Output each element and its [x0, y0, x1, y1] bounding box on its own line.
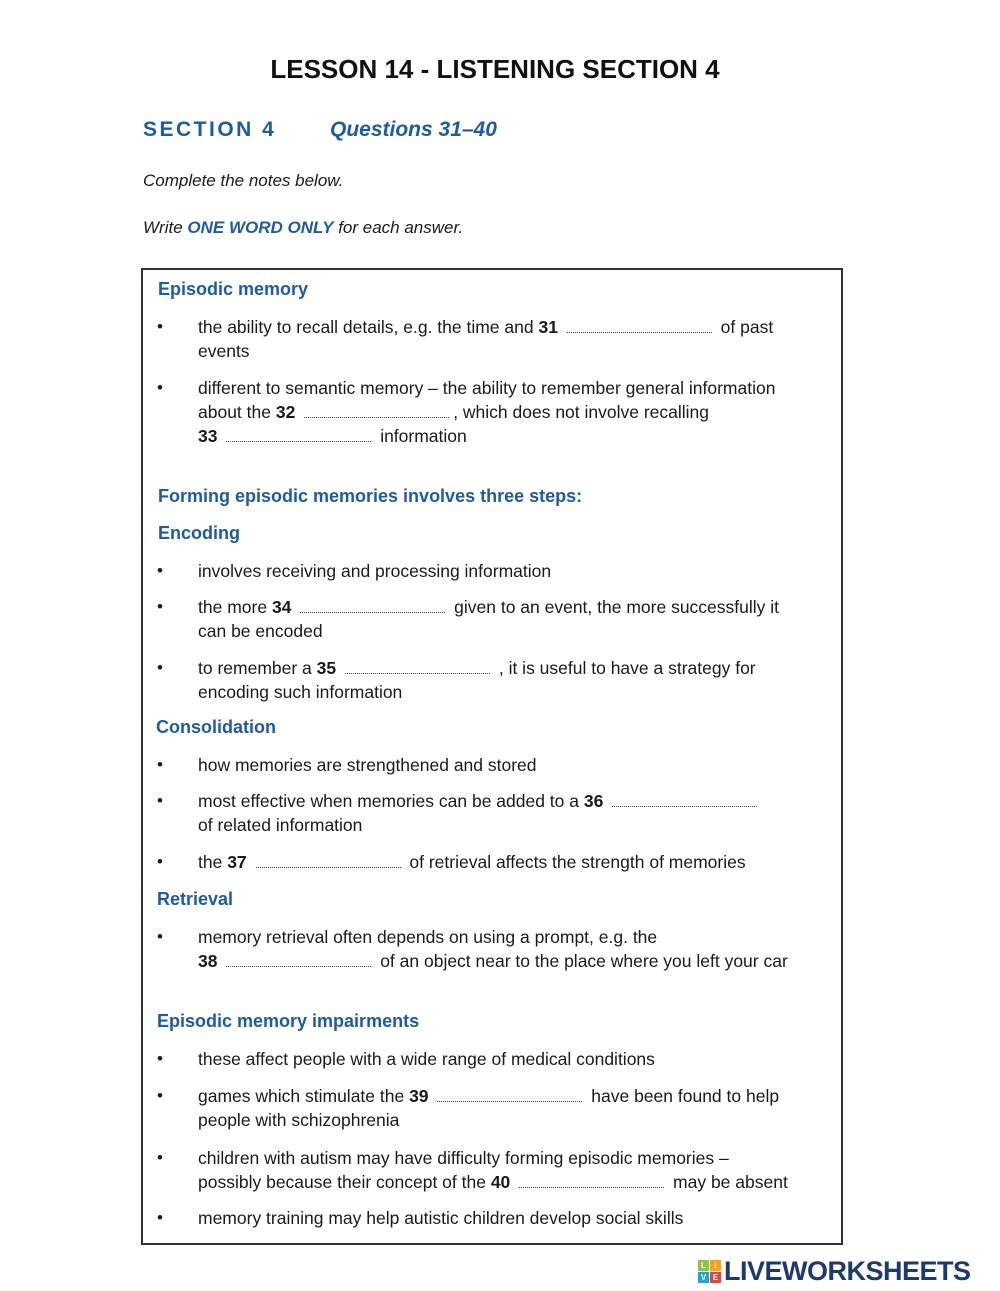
- note-text: , it is useful to have a strategy for: [493, 658, 756, 678]
- note-text: about the: [198, 402, 276, 422]
- question-number: 39: [409, 1086, 434, 1106]
- section-label: SECTION 4: [143, 118, 277, 141]
- note-line: [198, 1110, 399, 1131]
- note-text: people with schizophrenia: [198, 1110, 400, 1130]
- note-text: of past: [715, 317, 774, 337]
- note-line: [198, 561, 551, 582]
- note-line: [198, 621, 323, 642]
- note-text: the: [198, 852, 228, 872]
- instruction-emphasis: ONE WORD ONLY: [187, 218, 334, 237]
- bullet-icon: •: [157, 755, 163, 774]
- note-line: [198, 755, 537, 776]
- note-text: possibly because their concept of the: [198, 1172, 491, 1192]
- question-number: 33: [198, 426, 223, 446]
- note-line: [198, 682, 402, 703]
- bullet-icon: •: [157, 1049, 163, 1068]
- question-number: 35: [316, 658, 341, 678]
- bullet-icon: •: [157, 597, 163, 616]
- note-text: involves receiving and processing information: [198, 561, 552, 581]
- question-number: 34: [271, 597, 297, 617]
- bullet-icon: •: [157, 927, 163, 946]
- bullet-icon: •: [157, 561, 163, 580]
- logo-text: LIVEWORKSHEETS: [724, 1256, 971, 1286]
- bullet-icon: •: [157, 1208, 163, 1227]
- note-text: memory retrieval often depends on using a prompt, e.g. the: [198, 927, 658, 947]
- question-number: 40: [490, 1172, 516, 1192]
- note-text: information: [375, 426, 467, 446]
- note-line: [198, 815, 362, 836]
- note-text: encoding such information: [198, 682, 403, 702]
- instruction-word-limit: [143, 218, 463, 238]
- note-line: [198, 378, 775, 399]
- question-number: 37: [227, 852, 252, 872]
- note-line: [198, 927, 657, 948]
- note-text: , which does not involve recalling: [453, 402, 710, 422]
- instruction-text: Write: [143, 218, 188, 237]
- note-line: [198, 1049, 655, 1070]
- bullet-icon: •: [157, 791, 163, 810]
- answer-blank-34[interactable]: [300, 598, 445, 613]
- note-line: [198, 597, 779, 618]
- note-text: games which stimulate the: [198, 1086, 410, 1106]
- answer-blank-31[interactable]: [567, 318, 712, 333]
- note-text: events: [198, 341, 250, 361]
- note-line: [198, 1208, 683, 1229]
- answer-blank-32[interactable]: [304, 403, 449, 418]
- bullet-icon: •: [157, 378, 163, 397]
- instruction-complete: Complete the notes below.: [143, 171, 344, 190]
- note-line: [198, 1086, 779, 1107]
- liveworksheets-logo: [698, 1256, 971, 1287]
- page-title: LESSON 14 - LISTENING SECTION 4: [270, 54, 720, 84]
- note-text: of related information: [198, 815, 363, 835]
- notes-heading: Forming episodic memories involves three steps:: [158, 486, 583, 506]
- questions-label: Questions 31–40: [330, 118, 497, 141]
- bullet-icon: •: [157, 317, 163, 336]
- note-line: [198, 426, 467, 447]
- note-text: most effective when memories can be added to a: [198, 791, 584, 811]
- answer-blank-36[interactable]: [612, 792, 757, 807]
- note-line: [198, 402, 709, 423]
- note-text: given to an event, the more successfully it: [449, 597, 780, 617]
- logo-tile: V: [698, 1272, 709, 1283]
- note-text: the more: [198, 597, 272, 617]
- question-number: 36: [583, 791, 609, 811]
- notes-heading: Episodic memory: [158, 279, 309, 299]
- answer-blank-39[interactable]: [437, 1087, 582, 1102]
- answer-blank-35[interactable]: [345, 659, 490, 674]
- logo-tile: I: [710, 1260, 721, 1271]
- question-number: 31: [538, 317, 563, 337]
- question-number: 38: [198, 951, 223, 971]
- bullet-icon: •: [157, 1086, 163, 1105]
- note-text: of retrieval affects the strength of memories: [404, 852, 746, 872]
- note-line: [198, 791, 761, 812]
- note-text: different to semantic memory – the ability to remember general information: [198, 378, 776, 398]
- note-text: how memories are strengthened and stored: [198, 755, 537, 775]
- question-number: 32: [275, 402, 301, 422]
- note-text: can be encoded: [198, 621, 323, 641]
- answer-blank-38[interactable]: [226, 952, 371, 967]
- notes-heading: Retrieval: [157, 889, 234, 909]
- logo-tiles-icon: [698, 1260, 721, 1283]
- notes-heading: Consolidation: [156, 717, 276, 737]
- note-line: [198, 951, 788, 972]
- note-text: of an object near to the place where you left your car: [375, 951, 788, 971]
- note-line: [198, 1148, 729, 1169]
- note-line: [198, 658, 756, 679]
- answer-blank-33[interactable]: [226, 427, 371, 442]
- note-text: to remember a: [198, 658, 317, 678]
- answer-blank-40[interactable]: [519, 1173, 664, 1188]
- note-text: these affect people with a wide range of medical conditions: [198, 1049, 655, 1069]
- note-text: children with autism may have difficulty forming episodic memories –: [198, 1148, 729, 1168]
- logo-tile: E: [710, 1272, 721, 1283]
- note-text: have been found to help: [586, 1086, 780, 1106]
- bullet-icon: •: [157, 658, 163, 677]
- note-line: [198, 852, 746, 873]
- note-text: memory training may help autistic children develop social skills: [198, 1208, 684, 1228]
- notes-heading: Episodic memory impairments: [157, 1011, 420, 1031]
- notes-heading: Encoding: [158, 523, 240, 543]
- note-line: [198, 1172, 788, 1193]
- instruction-text: for each answer.: [333, 218, 464, 237]
- note-line: [198, 341, 250, 362]
- bullet-icon: •: [157, 852, 163, 871]
- note-line: [198, 317, 773, 338]
- logo-tile: L: [698, 1260, 709, 1271]
- bullet-icon: •: [157, 1148, 163, 1167]
- note-text: may be absent: [668, 1172, 788, 1192]
- note-text: the ability to recall details, e.g. the time and: [198, 317, 539, 337]
- answer-blank-37[interactable]: [256, 853, 401, 868]
